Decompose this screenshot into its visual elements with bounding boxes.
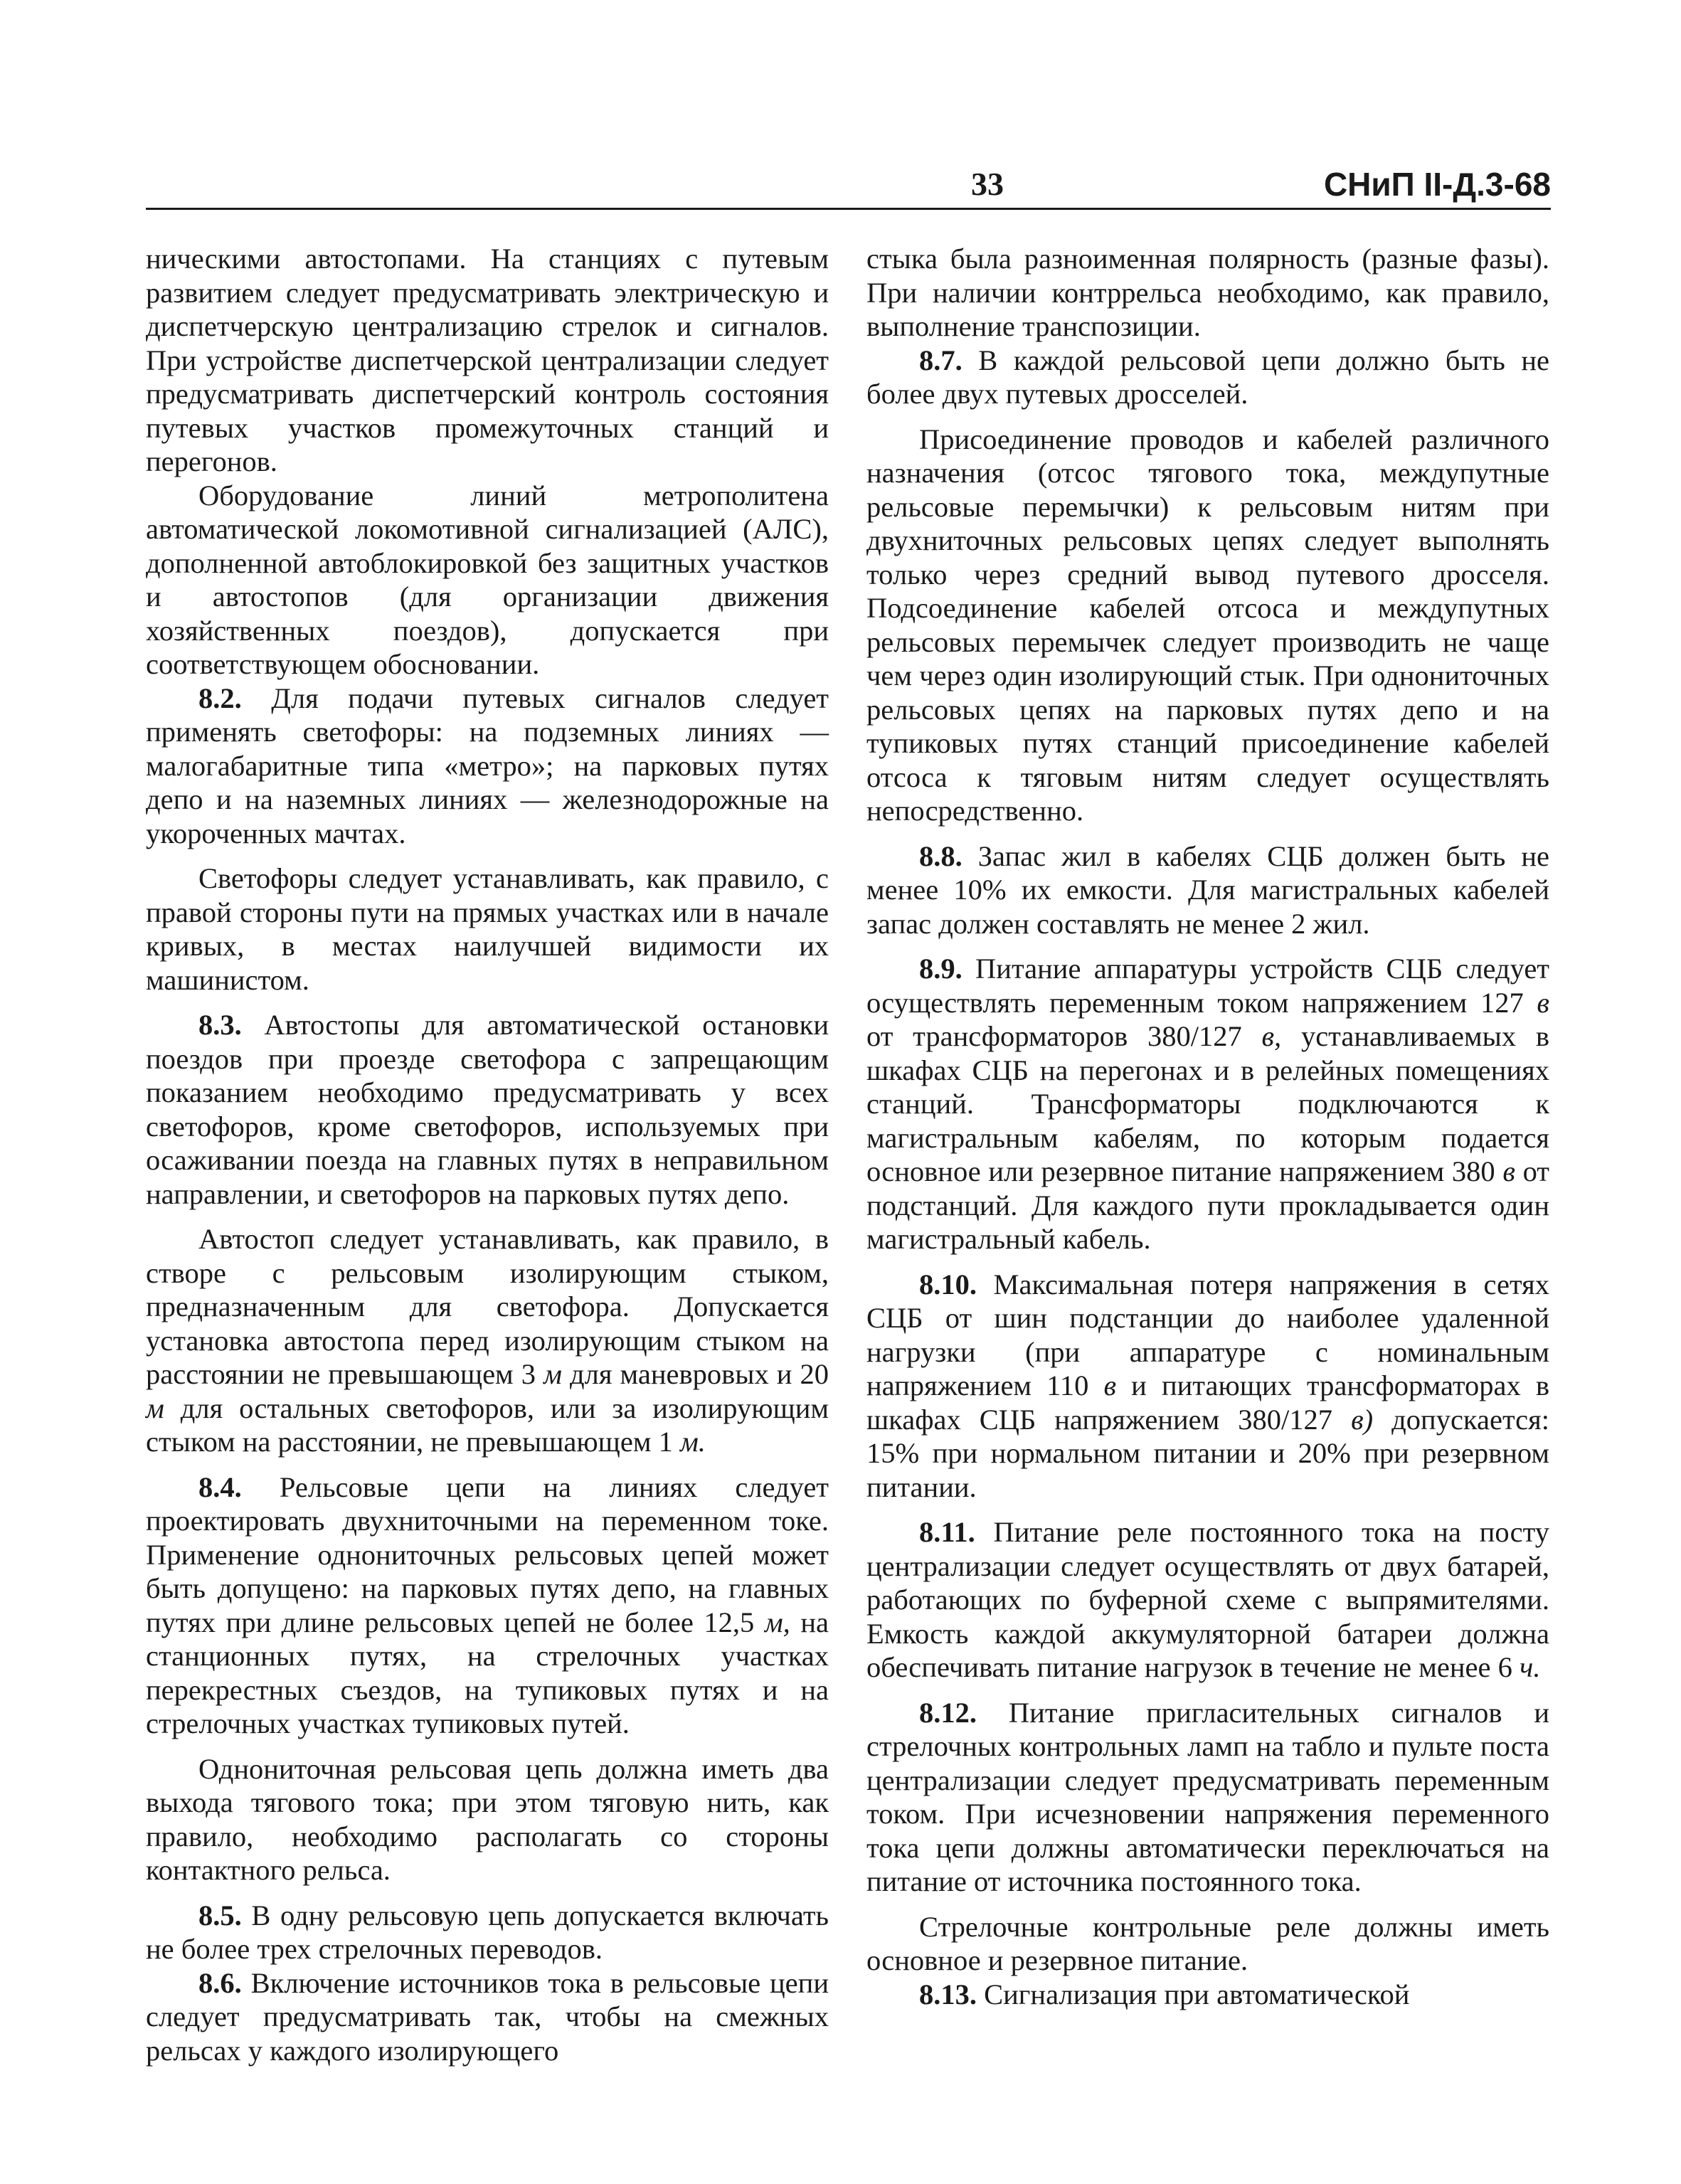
paragraph-8-10: 8.10. Максимальная потеря напряжения в сетях СЦБ от шин подстанции до наиболее удаленной нагрузки (при аппаратуре с номинальным напряжением 110 в и питающих трансформаторах в шкафах СЦБ напряжением 380/127 в) допускается: 15% при нормальном питании и 20% при резервном питании. — [866, 1268, 1549, 1503]
paragraph-8-8: 8.8. Запас жил в кабелях СЦБ должен быть не менее 10% их емкости. Для магистральных кабелей запас должен составлять не менее 2 жил. — [866, 839, 1550, 940]
paragraph-8-9: 8.9. Питание аппаратуры устройств СЦБ следует осуществлять переменным током напряжением 127 в от трансформаторов 380/127 в, устанавливаемых в шкафах СЦБ на перегонах и в релейных помещениях станций. Трансформаторы подключаются к магистральным кабелям, по которым подается основное или резервное питание напряжением 380 в от подстанций. Для каждого пути прокладывается один магистральный кабель. — [866, 953, 1550, 1255]
clause-number: 8.11. — [919, 1516, 975, 1548]
paragraph: Однониточная рельсовая цепь должна иметь два выхода тягового тока; при этом тяговую нить, как правило, необходимо располагать со стороны контактного рельса. — [146, 1752, 829, 1886]
paragraph: стыка была разноименная полярность (разные фазы). При наличии контррельса необходимо, как правило, выполнение транспозиции. — [866, 243, 1549, 342]
clause-number: 8.6. — [198, 1966, 242, 1999]
paragraph-8-5: 8.5. В одну рельсовую цепь допускается включать не более трех стрелочных переводов. — [146, 1899, 829, 1965]
page-number: 33 — [971, 166, 1004, 202]
paragraph-8-3: 8.3. Автостопы для автоматической остановки поездов при проезде светофора с запрещающим показанием необходимо предусматривать у всех светофоров, кроме светофоров, используемых при осаживании поезда на главных путях в неправильном направлении, и светофоров на парковых путях депо. — [146, 1009, 829, 1210]
clause-number: 8.4. — [198, 1470, 242, 1503]
clause-number: 8.5. — [198, 1899, 242, 1931]
paragraph-8-7: 8.7. В каждой рельсовой цепи должно быть не более двух путевых дросселей. — [866, 344, 1549, 410]
clause-number: 8.13. — [919, 1978, 977, 2010]
clause-number: 8.10. — [919, 1268, 977, 1300]
right-column — [866, 242, 1549, 2011]
clause-number: 8.3. — [198, 1009, 242, 1041]
paragraph: ническими автостопами. На станциях с путевым развитием следует предусматривать электрическую и диспетчерскую централизацию стрелок и сигналов. При устройстве диспетчерской централизации следует предусматривать диспетчерский контроль состояния путевых участков промежуточных станций и перегонов. — [146, 243, 829, 477]
clause-number: 8.12. — [919, 1696, 977, 1729]
clause-number: 8.8. — [919, 839, 963, 872]
clause-number: 8.2. — [198, 682, 242, 714]
paragraph-8-4: 8.4. Рельсовые цепи на линиях следует проектировать двухниточными на переменном токе. Применение однониточных рельсовых цепей может быть допущено: на парковых путях депо, на главных путях при длине рельсовых цепей не более 12,5 м, на станционных путях, на стрелочных участках перекрестных съездов, на тупиковых путях и на стрелочных участках тупиковых путей. — [146, 1470, 829, 1739]
paragraph-8-13: 8.13. Сигнализация при автоматической — [919, 1978, 1410, 2010]
document-code: СНиП II-Д.3-68 — [1323, 166, 1551, 203]
paragraph-8-6: 8.6. Включение источников тока в рельсовые цепи следует предусматривать так, чтобы на смежных рельсах у каждого изолирующего — [146, 1966, 829, 2067]
left-column — [146, 242, 829, 2067]
clause-number: 8.7. — [919, 344, 963, 376]
paragraph: Светофоры следует устанавливать, как правило, с правой стороны пути на прямых участках или в начале кривых, в местах наилучшей видимости их машинистом. — [146, 862, 829, 996]
header-rule — [146, 208, 1551, 210]
clause-number: 8.9. — [919, 953, 963, 985]
paragraph-8-2: 8.2. Для подачи путевых сигналов следует применять светофоры: на подземных линиях — малогабаритные типа «метро»; на парковых путях депо и на наземных линиях — железнодорожные на укороченных мачтах. — [146, 682, 829, 849]
paragraph: Стрелочные контрольные реле должны иметь основное и резервное питание. — [866, 1910, 1549, 1976]
paragraph: Оборудование линий метрополитена автоматической локомотивной сигнализацией (АЛС), дополненной автоблокировкой без защитных участков и автостопов (для организации движения хозяйственных поездов), допускается при соответствующем обосновании. — [146, 479, 829, 680]
page-header — [146, 165, 1551, 208]
paragraph-8-11: 8.11. Питание реле постоянного тока на посту централизации следует осуществлять от двух батарей, работающих по буферной схеме с выпрямителями. Емкость каждой аккумуляторной батареи должна обеспечивать питание нагрузок в течение не менее 6 ч. — [866, 1516, 1550, 1683]
paragraph: Присоединение проводов и кабелей различного назначения (отсос тягового тока, междупутные рельсовые перемычки) к рельсовым нитям при двухниточных рельсовых цепях следует выполнять только через средний вывод путевого дросселя. Подсоединение кабелей отсоса и междупутных рельсовых перемычек следует производить не чаще чем через один изолирующий стык. При однониточных рельсовых цепях на парковых путях депо и на тупиковых путях станций присоединение кабелей отсоса к тяговым нитям следует осуществлять непосредственно. — [866, 423, 1549, 827]
paragraph: Автостоп следует устанавливать, как правило, в створе с рельсовым изолирующим стыком, предназначенным для светофора. Допускается установка автостопа перед изолирующим стыком на расстоянии не превышающем 3 м для маневровых и 20 м для остальных светофоров, или за изолирующим стыком на расстоянии, не превышающем 1 м. — [146, 1223, 829, 1458]
paragraph-8-12: 8.12. Питание пригласительных сигналов и стрелочных контрольных ламп на табло и пульте поста централизации следует предусматривать переменным током. При исчезновении напряжения переменного тока цепи должны автоматически переключаться на питание от источника постоянного тока. — [866, 1696, 1550, 1897]
